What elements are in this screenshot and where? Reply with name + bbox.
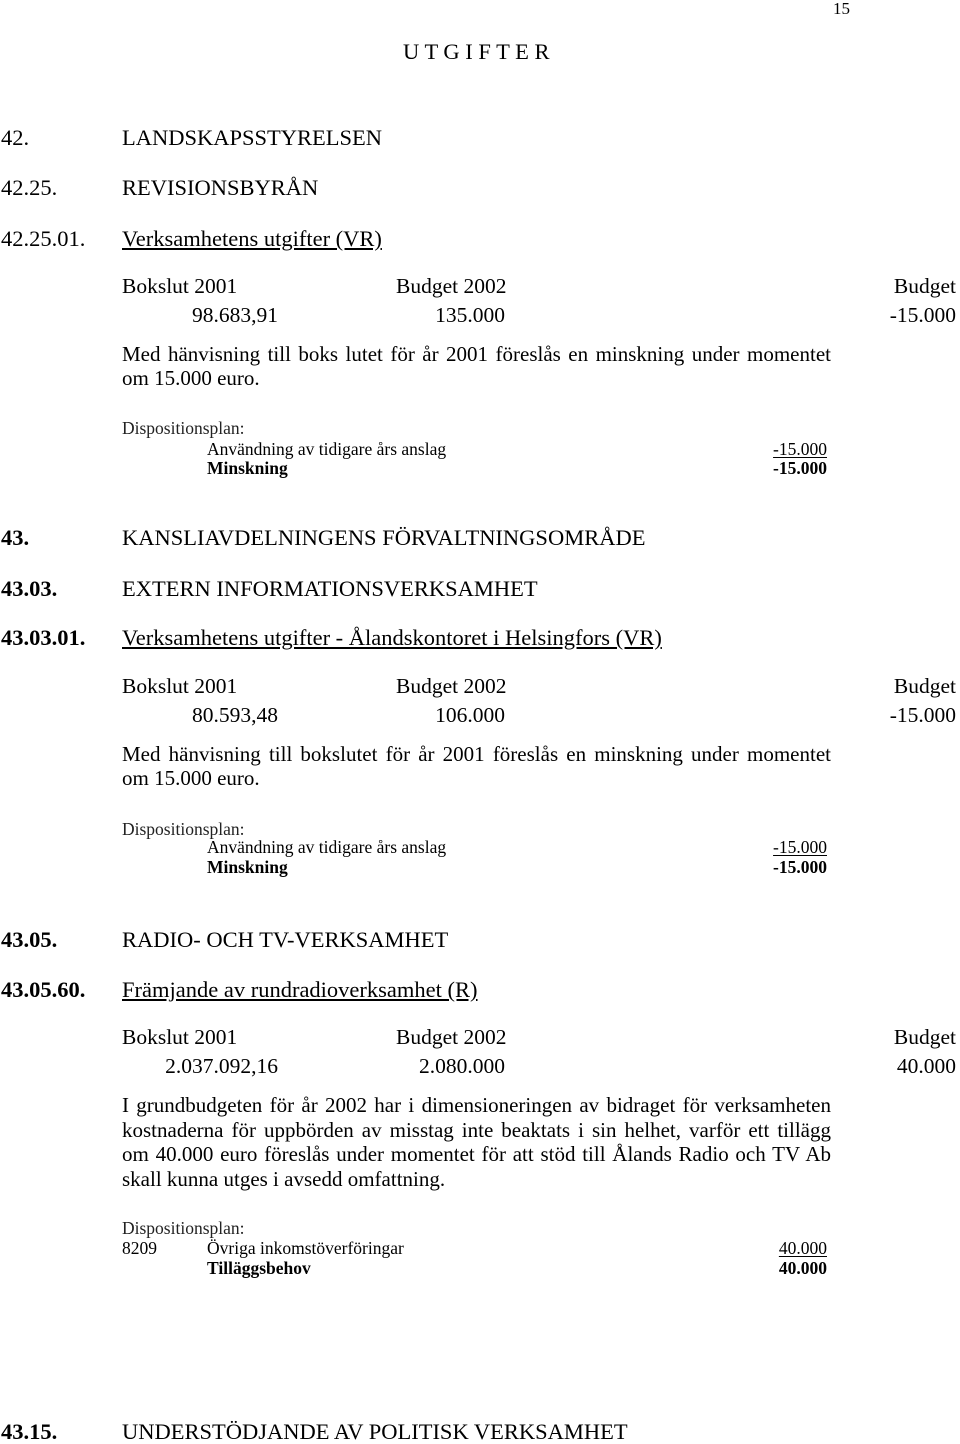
motivation-line: Med hänvisning till boks lutet för år 2001 föreslås en minskning under momentet [122, 342, 831, 366]
motivation-line: om 15.000 euro. [122, 366, 260, 390]
section-number: 43. [1, 525, 30, 550]
column-header-budget: Budget [893, 1025, 956, 1049]
plan-total-label: Minskning [207, 857, 288, 877]
disposition-plan-label: Dispositionsplan: [122, 418, 245, 438]
moment-number: 43.03.01. [1, 625, 86, 650]
motivation-line: I grundbudgeten för år 2002 har i dimensioneringen av bidraget för verksamheten [122, 1093, 831, 1117]
plan-row-code: 8209 [122, 1238, 157, 1258]
page-heading: U T G I F T E R [403, 39, 550, 64]
amount-budget: -15.000 [889, 703, 956, 727]
plan-total-label: Minskning [207, 458, 288, 478]
plan-row-amount: -15.000 [773, 837, 827, 857]
amount-budget-previous: 2.080.000 [419, 1054, 505, 1078]
motivation-line: kostnaderna för uppbörden av misstag inte beaktats i sin helhet, varför ett tillägg [122, 1118, 831, 1142]
section-number: 42. [1, 125, 30, 150]
section-title: RADIO- OCH TV-VERKSAMHET [122, 927, 449, 952]
moment-number: 42.25.01. [1, 226, 86, 251]
moment-title: Främjande av rundradioverksamhet (R) [122, 977, 478, 1002]
plan-row-label: Användning av tidigare års anslag [207, 439, 447, 459]
moment-number: 43.05.60. [1, 977, 86, 1002]
section-title: KANSLIAVDELNINGENS FÖRVALTNINGSOMRÅDE [122, 525, 646, 550]
column-header-bokslut: Bokslut 2001 [122, 674, 238, 698]
column-header-bokslut: Bokslut 2001 [122, 1025, 238, 1049]
column-header-budget: Budget [893, 674, 956, 698]
section-number: 42.25. [1, 175, 58, 200]
motivation-line: om 40.000 euro föreslås under momentet för att stöd till Ålands Radio och TV Ab [122, 1142, 831, 1166]
plan-total-label: Tilläggsbehov [207, 1258, 311, 1278]
moment-title: Verksamhetens utgifter (VR) [122, 226, 382, 251]
amount-bokslut: 98.683,91 [192, 303, 278, 327]
section-title: EXTERN INFORMATIONSVERKSAMHET [122, 576, 538, 601]
column-header-bokslut: Bokslut 2001 [122, 274, 238, 298]
amount-bokslut: 2.037.092,16 [165, 1054, 278, 1078]
section-number: 43.03. [1, 576, 58, 601]
section-title: REVISIONSBYRÅN [122, 175, 319, 200]
plan-row-amount: 40.000 [778, 1238, 827, 1258]
section-title: LANDSKAPSSTYRELSEN [122, 125, 383, 150]
moment-title: Verksamhetens utgifter - Ålandskontoret i Helsingfors (VR) [122, 625, 662, 650]
plan-total-amount: 40.000 [778, 1258, 827, 1278]
motivation-line: om 15.000 euro. [122, 766, 260, 790]
amount-budget-previous: 106.000 [435, 703, 505, 727]
plan-total-amount: -15.000 [773, 458, 827, 478]
amount-bokslut: 80.593,48 [192, 703, 278, 727]
plan-row-label: Användning av tidigare års anslag [207, 837, 447, 857]
motivation-line: Med hänvisning till bokslutet för år 2001 föreslås en minskning under momentet [122, 742, 831, 766]
section-number: 43.15. [1, 1419, 58, 1444]
column-header-budget-previous: Budget 2002 [396, 1025, 507, 1049]
column-header-budget: Budget [893, 274, 956, 298]
plan-row-amount: -15.000 [773, 439, 827, 459]
disposition-plan-label: Dispositionsplan: [122, 1218, 245, 1238]
plan-row-label: Övriga inkomstöverföringar [207, 1238, 404, 1258]
amount-budget-previous: 135.000 [435, 303, 505, 327]
section-title: UNDERSTÖDJANDE AV POLITISK VERKSAMHET [122, 1419, 628, 1444]
motivation-line: skall kunna utges i avsedd omfattning. [122, 1167, 446, 1191]
disposition-plan-label: Dispositionsplan: [122, 819, 245, 839]
plan-total-amount: -15.000 [773, 857, 827, 877]
column-header-budget-previous: Budget 2002 [396, 274, 507, 298]
amount-budget: 40.000 [896, 1054, 956, 1078]
amount-budget: -15.000 [889, 303, 956, 327]
section-number: 43.05. [1, 927, 58, 952]
page-number: 15 [833, 0, 850, 18]
column-header-budget-previous: Budget 2002 [396, 674, 507, 698]
